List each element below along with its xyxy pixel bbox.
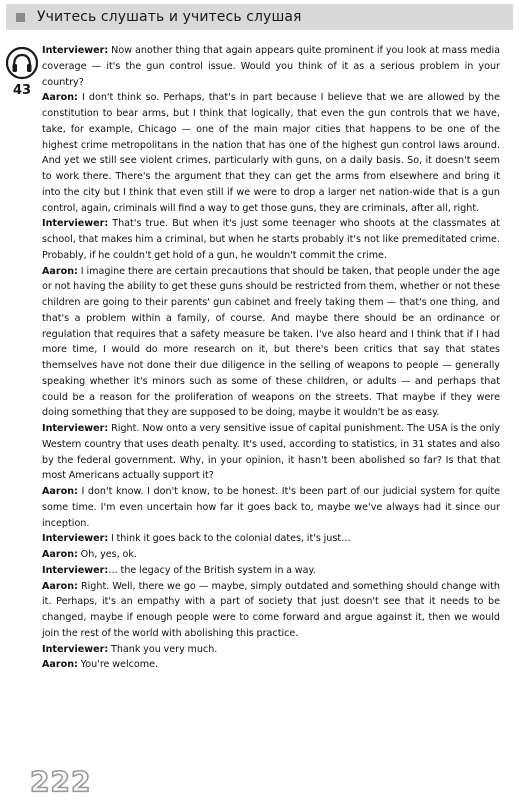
turn-text: You're welcome. bbox=[77, 659, 159, 671]
dialogue-turn bbox=[42, 531, 500, 547]
dialogue-turn bbox=[42, 216, 500, 263]
dialogue-turn bbox=[42, 563, 500, 579]
dialogue-turn bbox=[42, 547, 500, 563]
speaker-label: Interviewer: bbox=[42, 564, 109, 576]
header-title: Учитесь слушать и учитесь слушая bbox=[37, 9, 302, 25]
speaker-label: Aaron: bbox=[42, 549, 78, 560]
speaker-label: Aaron: bbox=[42, 580, 78, 592]
dialogue-turn bbox=[42, 90, 500, 216]
dialogue-turn bbox=[42, 657, 500, 673]
track-number: 43 bbox=[12, 83, 32, 98]
audio-track-marker bbox=[6, 46, 38, 106]
turn-text: Thank you very much. bbox=[108, 643, 218, 655]
speaker-label: Aaron: bbox=[42, 659, 78, 671]
page-header bbox=[6, 4, 513, 30]
speaker-label: Interviewer: bbox=[42, 45, 109, 56]
dialogue-text bbox=[42, 43, 500, 673]
turn-text: … the legacy of the British system in a way. bbox=[108, 564, 316, 576]
turn-text: I don't think so. Perhaps, that's in part because I believe that we are allowed by the constitution to bear arms, but I think that logically, that even the gun controls that we have, take, for example, Chicago — one of the main major cities that happens to be one of the highest crime metropolitans in the nation that has one of the highest gun control laws around. And yet we still see violent crimes, particularly with guns, on a daily basis. So, it doesn't seem to work there. There's the argument that they can get the arms from elsewhere and bring it into the city but I think that even still if we were to drop a larger net nation-wide that is a gun control, again, criminals will find a way to get those guns, they are criminals, after all, right. bbox=[42, 92, 500, 214]
turn-text: I think it goes back to the colonial dates, it's just… bbox=[108, 533, 351, 545]
speaker-label: Interviewer: bbox=[42, 218, 109, 230]
turn-text: Oh, yes, ok. bbox=[77, 549, 137, 560]
speaker-label: Aaron: bbox=[42, 265, 78, 277]
turn-text: That's true. But when it's just some teenager who shoots at the classmates at school, that makes him a criminal, but when he starts probably it's not like premeditated crime. Probably, if he couldn't get hold of a gun, he wouldn't commit the crime. bbox=[42, 218, 500, 261]
page-number: 222 bbox=[30, 765, 92, 798]
turn-text: I imagine there are certain precautions that should be taken, that people under the age or not having the ability to get these guns should be restricted from them, whether or not these children are going to their parents' gun cabinet and freely taking them — that's one thing, and that's a problem within a family, of course. And maybe there should be an ordinance or regulation that requires that a safety measure be taken. I've also heard and I think that if I had more time, I would do more research on it, but there's been critics that say that states themselves have not done their due diligence in the selling of weapons to people — generally speaking whether it's minors such as some of these children, or adults — and perhaps that could be a reason for the proliferation of weapons on the streets. That maybe if they were doing something that they are supposed to be doing, maybe it wouldn't be as easy. bbox=[42, 265, 500, 419]
dialogue-turn bbox=[42, 43, 500, 90]
speaker-label: Interviewer: bbox=[42, 643, 109, 655]
dialogue-turn bbox=[42, 484, 500, 531]
turn-text: I don't know. I don't know, to be honest. It's been part of our judicial system for quite some time. I'm even uncertain how far it goes back to, maybe we've always had it since our inception. bbox=[42, 486, 500, 529]
speaker-label: Aaron: bbox=[42, 92, 78, 104]
dialogue-turn bbox=[42, 264, 500, 422]
speaker-label: Interviewer: bbox=[42, 423, 109, 434]
turn-text: Right. Well, there we go — maybe, simply outdated and something should change with it. Perhaps, it's an empathy with a part of society that just doesn't see that it needs to be changed, maybe if enough people were to come forward and argue against it, then we would join the rest of the world with abolishing this practice. bbox=[42, 580, 500, 639]
speaker-label: Aaron: bbox=[42, 486, 78, 497]
dialogue-turn bbox=[42, 642, 500, 658]
turn-text: Right. Now onto a very sensitive issue of capital punishment. The USA is the only Western country that uses death penalty. It's used, according to statistics, in 31 states and also by the federal government. Why, in your opinion, it hasn't been abolished so far? Is that that most Americans actually support it? bbox=[42, 423, 500, 482]
speaker-label: Interviewer: bbox=[42, 533, 109, 545]
header-square-icon bbox=[16, 13, 25, 22]
turn-text: Now another thing that again appears quite prominent if you look at mass media coverage — it's the gun control issue. Would you think of it as a serious problem in your country? bbox=[42, 45, 500, 88]
headphones-icon bbox=[6, 46, 38, 80]
dialogue-turn bbox=[42, 421, 500, 484]
dialogue-turn bbox=[42, 579, 500, 642]
